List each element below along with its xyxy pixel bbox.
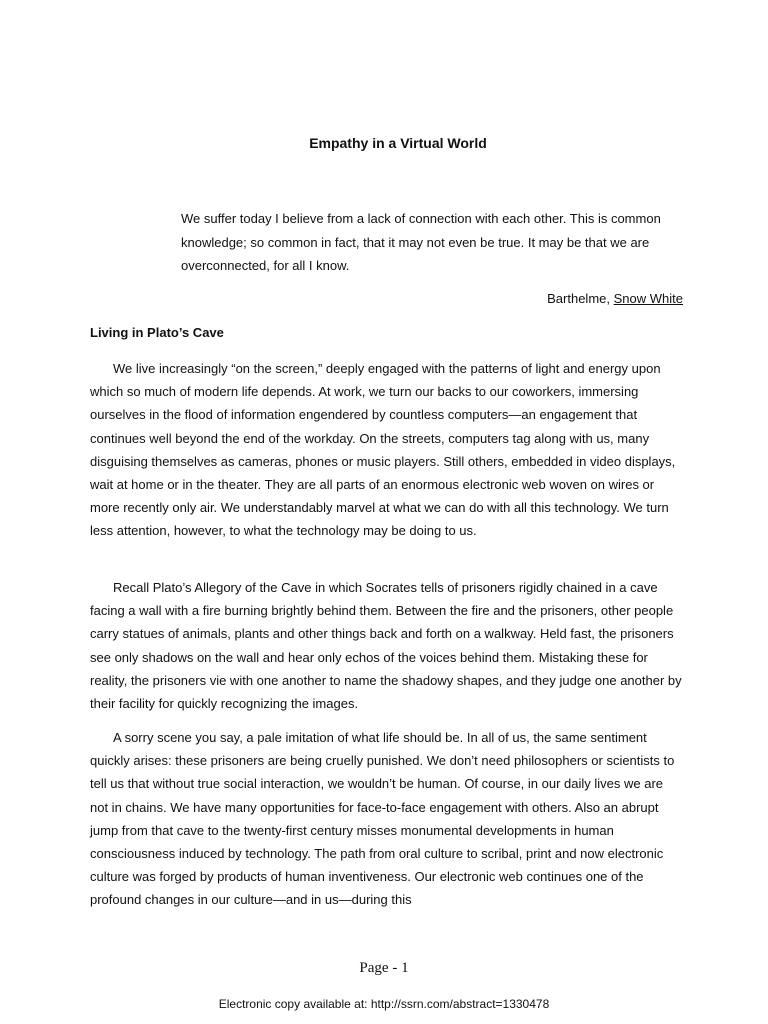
section-heading: Living in Plato’s Cave — [90, 325, 224, 340]
paper-title: Empathy in a Virtual World — [309, 135, 487, 151]
epigraph-author: Barthelme, — [547, 291, 610, 306]
body-paragraph-2: Recall Plato’s Allegory of the Cave in which Socrates tells of prisoners rigidly chained in a cave facing a wall with a fire burning brightly behind them. Between the fire and the prisoners, other people carry statues of animals, plants and other things back and forth on a walkway. Held fast, the prisoners see only shadows on the wall and hear only echos of the voices behind them. Mistaking these for reality, the prisoners vie with one another to name the shadowy shapes, and they judge one another by their facility for quickly recognizing the images. — [90, 580, 682, 712]
ssrn-footer: Electronic copy available at: http://ssrn.com/abstract=1330478 — [218, 997, 550, 1011]
page-number: Page - 1 — [359, 960, 409, 976]
epigraph-quote: We suffer today I believe from a lack of connection with each other. This is common knowledge; so common in fact, that it may not even be true. It may be that we are overconnected, for all I know. — [181, 211, 661, 273]
body-paragraph-3: A sorry scene you say, a pale imitation of what life should be. In all of us, the same sentiment quickly arises: these prisoners are being cruelly punished. We don’t need philosophers or scientists to tell us that without true social interaction, we wouldn’t be human. Of course, in our daily lives we are not in chains. We have many opportunities for face-to-face engagement with others. Also an abrupt jump from that cave to the twenty-first century misses monumental developments in human consciousness induced by technology. The path from oral culture to scribal, print and now electronic culture was forged by products of human inventiveness. Our electronic web continues one of the profound changes in our culture—and in us—during this — [90, 730, 675, 908]
epigraph-work-title: Snow White — [613, 291, 683, 306]
epigraph-attribution — [547, 289, 683, 309]
body-paragraph-1: We live increasingly “on the screen,” deeply engaged with the patterns of light and energy upon which so much of modern life depends. At work, we turn our backs to our coworkers, immersing ourselves in the flood of information engendered by countless computers—an engagement that continues well beyond the end of the workday. On the streets, computers tag along with us, many disguising themselves as cameras, phones or music players. Still others, embedded in video displays, wait at home or in the theater. They are all parts of an enormous electronic web woven on wires or more recently only air. We understandably marvel at what we can do with all this technology. We turn less attention, however, to what the technology may be doing to us. — [90, 361, 676, 539]
